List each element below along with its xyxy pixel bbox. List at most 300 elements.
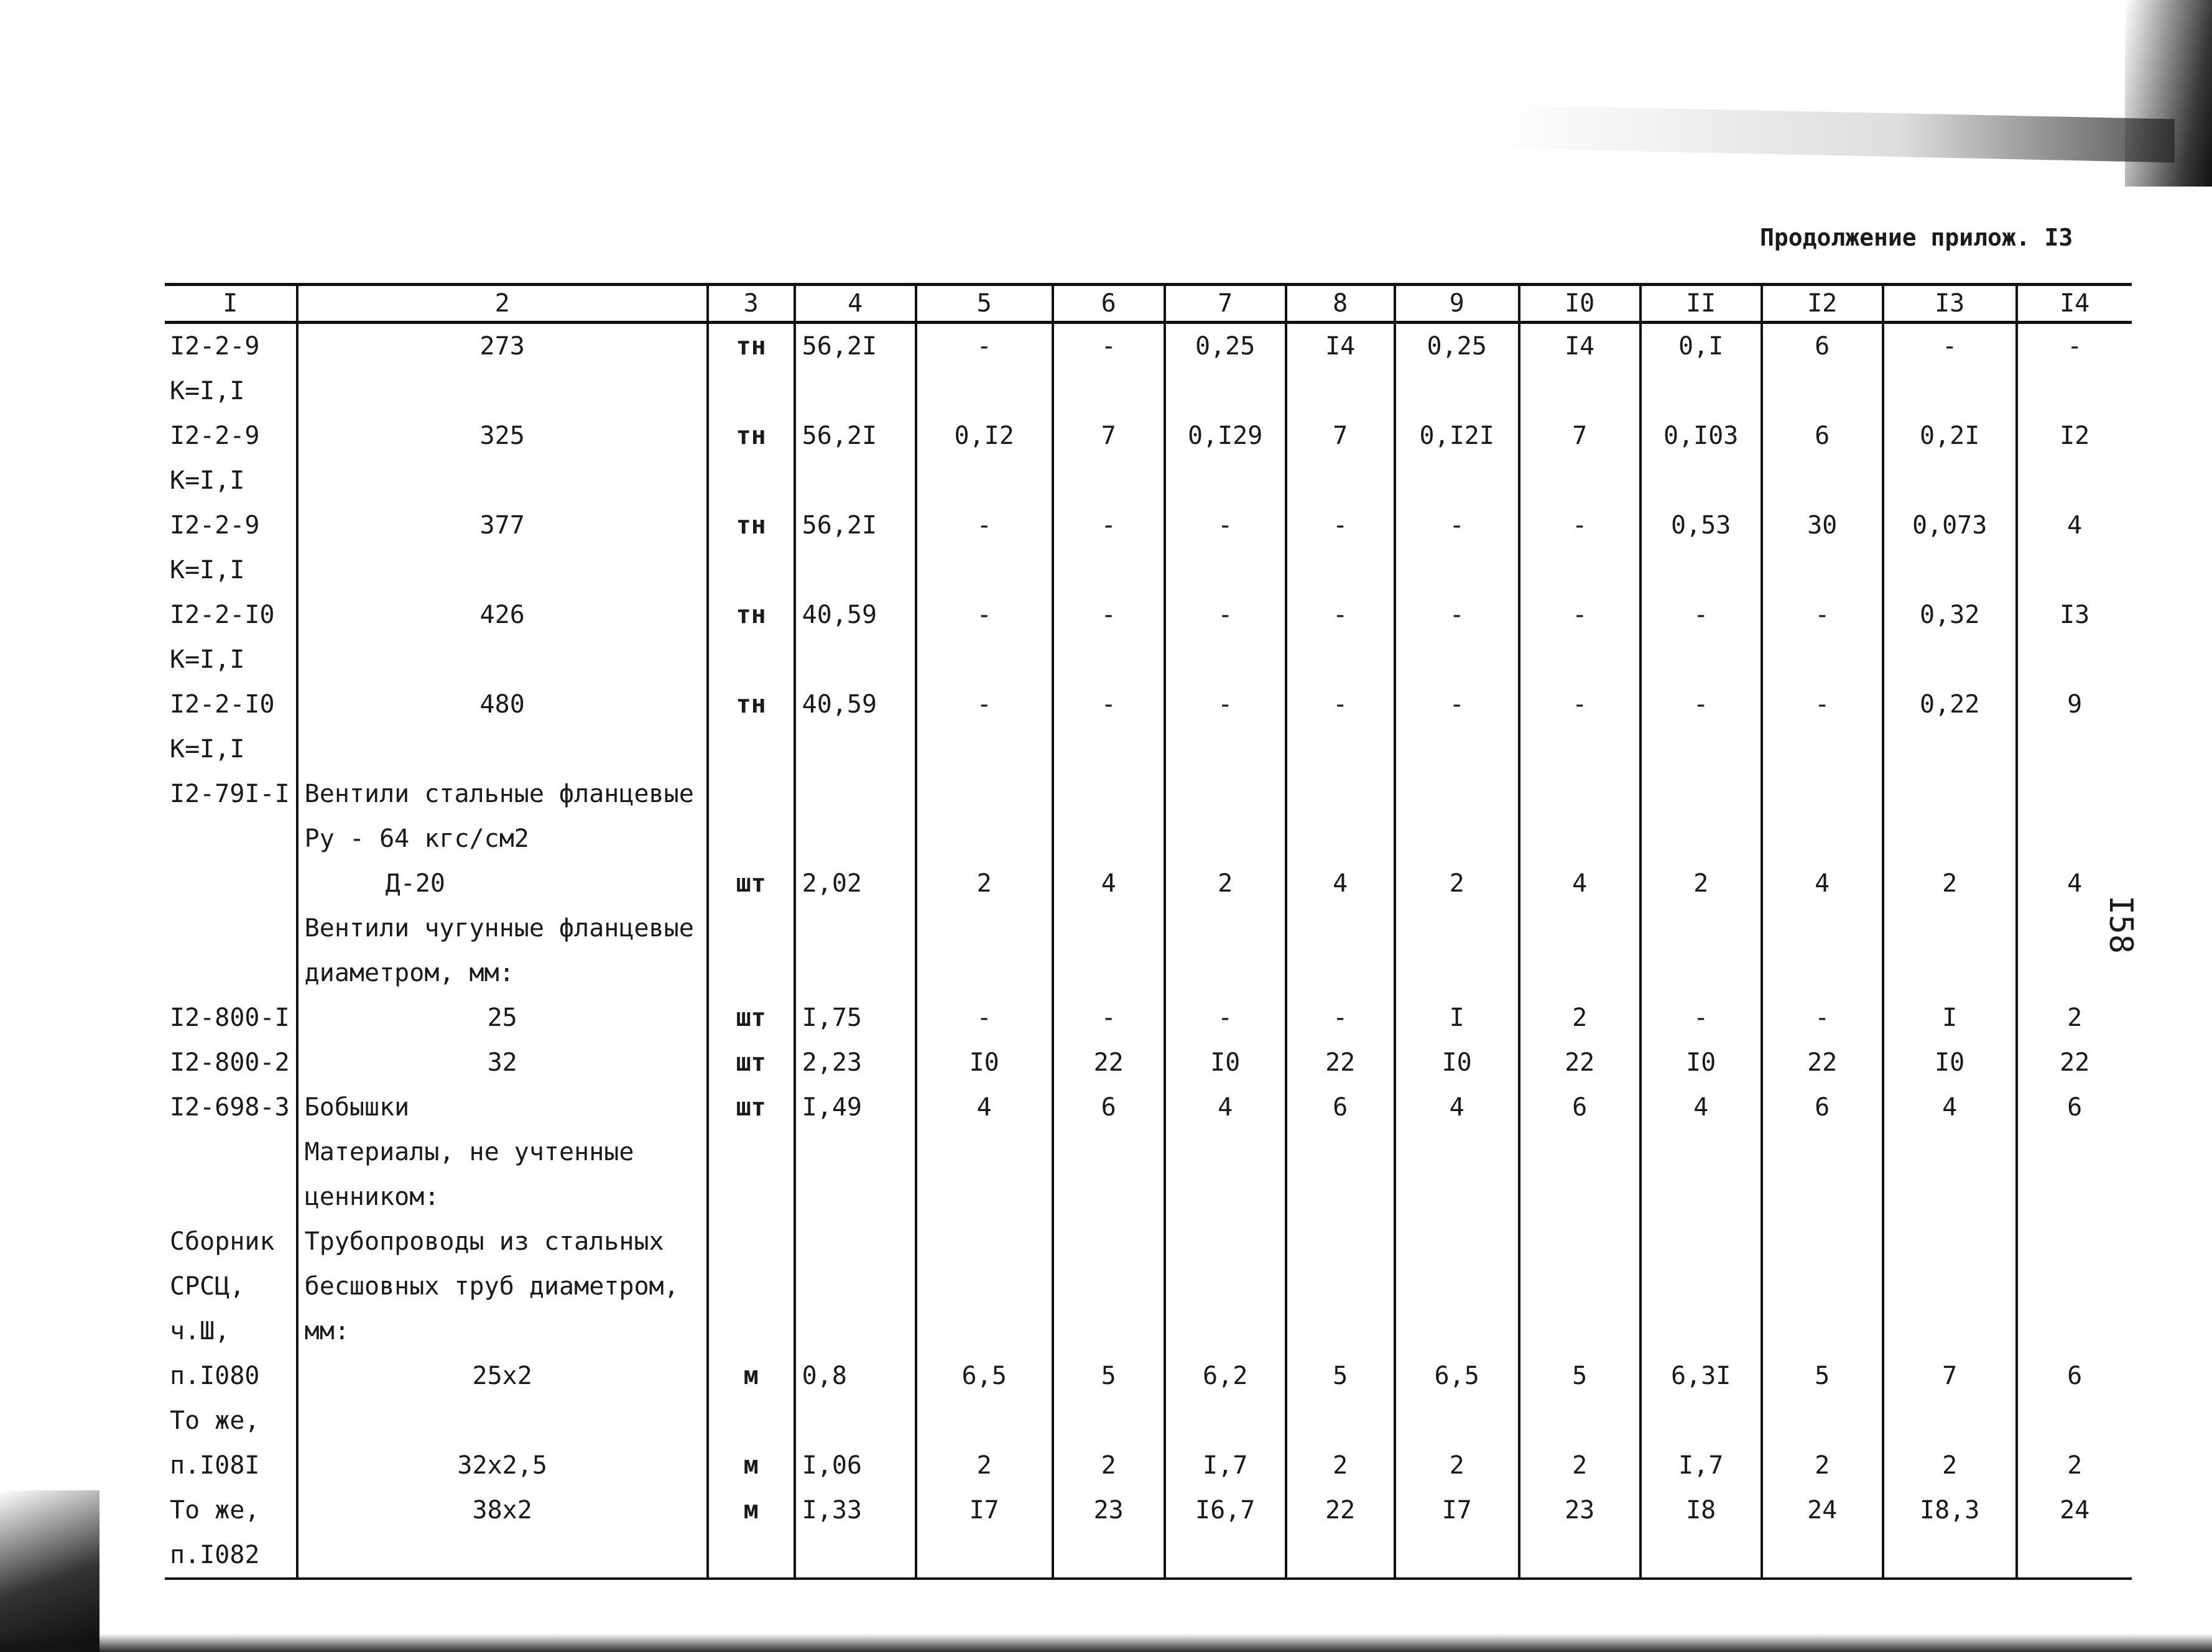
cell-value: 4 (1286, 861, 1395, 906)
cell-value (1762, 1130, 1883, 1174)
cell-unit (708, 772, 795, 816)
cell-value: 4 (916, 1085, 1053, 1130)
cell-value (916, 637, 1053, 682)
cell-price (795, 1219, 916, 1264)
cell-value (1762, 548, 1883, 593)
cell-value: 5 (1286, 1354, 1395, 1398)
cell-unit (708, 906, 795, 951)
cell-value: 6,3I (1640, 1354, 1762, 1398)
cell-value (1519, 369, 1640, 413)
cell-unit (708, 1264, 795, 1309)
cell-value (1286, 816, 1395, 861)
cell-value: 0,I (1640, 323, 1762, 369)
cell-code (165, 816, 297, 861)
cell-value: 6 (1762, 413, 1883, 458)
cell-value: 5 (1762, 1354, 1883, 1398)
cell-value: 2 (1762, 1443, 1883, 1488)
column-header: 2 (297, 285, 708, 323)
cell-code: I2-2-I0 (170, 601, 275, 629)
cell-value (916, 1309, 1053, 1354)
cell-price: 0,8 (795, 1354, 916, 1398)
table-row (165, 1443, 2132, 1488)
cell-unit (708, 1130, 795, 1174)
cell-price (795, 1398, 916, 1443)
cell-value: 6,5 (1395, 1354, 1519, 1398)
cell-value (1286, 772, 1395, 816)
cell-value (916, 906, 1053, 951)
cell-value: 2 (1286, 1443, 1395, 1488)
table-row (165, 369, 2132, 413)
cell-value: - (1762, 682, 1883, 727)
cell-name: 426 (297, 593, 708, 637)
cell-price (795, 1309, 916, 1354)
cell-price: 56,2I (795, 413, 916, 458)
table-row (165, 906, 2132, 951)
cell-value (2017, 1264, 2132, 1309)
cell-price: I,75 (795, 995, 916, 1040)
cell-value (1395, 458, 1519, 503)
cell-unit (708, 1309, 795, 1354)
cell-name: Трубопроводы из стальных (297, 1219, 708, 1264)
cell-unit: шт (708, 861, 795, 906)
cell-name: Вентили стальные фланцевые (297, 772, 708, 816)
cell-name (297, 1398, 708, 1443)
cell-value: 22 (1286, 1040, 1395, 1085)
cell-value: I6,7 (1165, 1488, 1286, 1533)
cell-value: - (1762, 995, 1883, 1040)
cell-code: I2-800-2 (170, 1048, 290, 1077)
cell-value: - (916, 323, 1053, 369)
table-row (165, 323, 2132, 369)
cell-value (1762, 1398, 1883, 1443)
cell-value: 7 (1883, 1354, 2017, 1398)
scan-shadow-bottom-left (0, 1490, 99, 1652)
cell-value: - (1165, 503, 1286, 548)
cell-value (1165, 906, 1286, 951)
cell-code (165, 906, 297, 951)
cell-value (916, 548, 1053, 593)
cell-value: 2 (1165, 861, 1286, 906)
cell-value: I7 (916, 1488, 1053, 1533)
cell-value: 0,I03 (1640, 413, 1762, 458)
cell-value: - (1165, 995, 1286, 1040)
cell-value: 6 (1519, 1085, 1640, 1130)
cell-value: - (1640, 995, 1762, 1040)
cell-code: K=I,I (170, 645, 245, 674)
cell-value (1883, 1533, 2017, 1579)
cell-price: 56,2I (795, 503, 916, 548)
cell-value: 4 (1395, 1085, 1519, 1130)
cell-unit (708, 951, 795, 995)
cell-value (1053, 816, 1165, 861)
cell-value (1640, 951, 1762, 995)
cell-value: 2 (2017, 1443, 2132, 1488)
cell-unit: тн (708, 413, 795, 458)
cell-unit: м (708, 1443, 795, 1488)
cell-value (1762, 1219, 1883, 1264)
cell-value (1165, 1174, 1286, 1219)
cell-value (1762, 727, 1883, 772)
cell-value (1053, 1309, 1165, 1354)
cell-value (1883, 1174, 2017, 1219)
cell-value (2017, 548, 2132, 593)
cell-value: - (1762, 593, 1883, 637)
cell-price (795, 816, 916, 861)
cell-price: I,49 (795, 1085, 916, 1130)
cell-value (1762, 1309, 1883, 1354)
cell-value (1519, 816, 1640, 861)
cell-code: I2-800-I (170, 1004, 290, 1032)
cell-value (1053, 369, 1165, 413)
cell-value (1395, 1533, 1519, 1579)
cell-price (795, 951, 916, 995)
cell-value (1519, 951, 1640, 995)
cell-value: 24 (1762, 1488, 1883, 1533)
cell-value: 6 (1762, 323, 1883, 369)
column-header: I0 (1519, 285, 1640, 323)
cell-value (1762, 369, 1883, 413)
cell-value: - (1395, 593, 1519, 637)
cell-value (2017, 1309, 2132, 1354)
cell-value: I0 (1883, 1040, 2017, 1085)
cell-value (1286, 369, 1395, 413)
cell-code (165, 861, 297, 906)
cell-value: 4 (1053, 861, 1165, 906)
cell-name: 25x2 (297, 1354, 708, 1398)
cell-code: K=I,I (170, 466, 245, 495)
cell-value: 24 (2017, 1488, 2132, 1533)
table-row (165, 548, 2132, 593)
cell-value (2017, 727, 2132, 772)
cell-value: - (1053, 682, 1165, 727)
cell-value (1286, 1533, 1395, 1579)
materials-table (165, 283, 2132, 1580)
cell-unit: тн (708, 593, 795, 637)
cell-value (1053, 637, 1165, 682)
cell-value (1165, 1398, 1286, 1443)
cell-value (1395, 548, 1519, 593)
cell-value (1286, 637, 1395, 682)
scan-shadow-bottom (0, 1633, 2212, 1652)
cell-value (916, 727, 1053, 772)
cell-value: 22 (2017, 1040, 2132, 1085)
cell-value: - (1519, 593, 1640, 637)
cell-value: 6 (1762, 1085, 1883, 1130)
cell-value: 0,I2 (916, 413, 1053, 458)
table-row (165, 593, 2132, 637)
cell-value (916, 1219, 1053, 1264)
cell-value: - (1395, 503, 1519, 548)
cell-unit: шт (708, 1085, 795, 1130)
cell-value (1519, 1264, 1640, 1309)
cell-value (1640, 1130, 1762, 1174)
cell-value (2017, 637, 2132, 682)
cell-value: I4 (1519, 323, 1640, 369)
cell-value: I8,3 (1883, 1488, 2017, 1533)
cell-value (1165, 1264, 1286, 1309)
cell-value (1395, 772, 1519, 816)
cell-value (1165, 816, 1286, 861)
cell-price (795, 906, 916, 951)
table-row (165, 503, 2132, 548)
cell-name (297, 458, 708, 503)
cell-value (1395, 906, 1519, 951)
table-row (165, 682, 2132, 727)
cell-value: 30 (1762, 503, 1883, 548)
cell-value: 22 (1053, 1040, 1165, 1085)
cell-value: 23 (1053, 1488, 1165, 1533)
cell-value (1053, 1130, 1165, 1174)
cell-value (1165, 1130, 1286, 1174)
cell-value (1286, 906, 1395, 951)
cell-name (297, 548, 708, 593)
cell-value (1519, 1398, 1640, 1443)
cell-code: Сборник (170, 1227, 275, 1256)
cell-value: 22 (1286, 1488, 1395, 1533)
cell-unit: шт (708, 1040, 795, 1085)
cell-value: 9 (2017, 682, 2132, 727)
cell-value (1519, 1174, 1640, 1219)
cell-unit (708, 1398, 795, 1443)
cell-unit (708, 1174, 795, 1219)
cell-name: 273 (297, 323, 708, 369)
cell-value: 0,2I (1883, 413, 2017, 458)
continuation-note: Продолжение прилож. I3 (1760, 224, 2073, 251)
cell-value (916, 772, 1053, 816)
cell-value: I7 (1395, 1488, 1519, 1533)
cell-value: 0,I29 (1165, 413, 1286, 458)
table-row (165, 772, 2132, 816)
cell-value (1883, 906, 2017, 951)
cell-value (1286, 548, 1395, 593)
cell-unit: м (708, 1488, 795, 1533)
cell-code: I2-2-9 (170, 511, 260, 540)
cell-value (916, 1398, 1053, 1443)
cell-price: 40,59 (795, 682, 916, 727)
cell-value: 6 (2017, 1085, 2132, 1130)
table-row (165, 1040, 2132, 1085)
column-header: 9 (1395, 285, 1519, 323)
column-header: 8 (1286, 285, 1395, 323)
cell-value: 0,53 (1640, 503, 1762, 548)
cell-price (795, 458, 916, 503)
table-row (165, 1085, 2132, 1130)
cell-code: I2-2-I0 (170, 690, 275, 719)
cell-value (1640, 369, 1762, 413)
table-row (165, 413, 2132, 458)
cell-value: - (1053, 503, 1165, 548)
cell-value: 6,2 (1165, 1354, 1286, 1398)
cell-value: 2 (916, 861, 1053, 906)
cell-value (1053, 1264, 1165, 1309)
cell-value (1519, 1219, 1640, 1264)
column-header: I2 (1762, 285, 1883, 323)
cell-value (916, 951, 1053, 995)
cell-name: ценником: (297, 1174, 708, 1219)
table-body (165, 323, 2132, 1579)
cell-value (1640, 1174, 1762, 1219)
cell-unit (708, 458, 795, 503)
cell-value (1395, 1264, 1519, 1309)
cell-value (1640, 906, 1762, 951)
cell-value (1762, 1174, 1883, 1219)
cell-value: 2 (1519, 1443, 1640, 1488)
cell-price: I,06 (795, 1443, 916, 1488)
page-number: I58 (2102, 895, 2139, 954)
table-row (165, 951, 2132, 995)
cell-value (1395, 1309, 1519, 1354)
cell-value (1883, 727, 2017, 772)
cell-price (795, 369, 916, 413)
cell-value: 4 (1165, 1085, 1286, 1130)
cell-value (1286, 1219, 1395, 1264)
cell-value: 2 (1395, 861, 1519, 906)
cell-value: 6,5 (916, 1354, 1053, 1398)
column-header: 4 (795, 285, 916, 323)
cell-value: - (916, 995, 1053, 1040)
scan-smudge-top (1491, 104, 2175, 162)
cell-name: Д-20 (297, 861, 708, 906)
cell-value (1053, 1174, 1165, 1219)
cell-unit: тн (708, 682, 795, 727)
cell-value (916, 1533, 1053, 1579)
cell-value: I0 (1640, 1040, 1762, 1085)
cell-name (297, 727, 708, 772)
cell-price: 56,2I (795, 323, 916, 369)
cell-value: - (1883, 323, 2017, 369)
cell-price (795, 772, 916, 816)
cell-value: - (1286, 995, 1395, 1040)
cell-price (795, 1174, 916, 1219)
cell-value: - (1286, 503, 1395, 548)
column-header: I (165, 285, 297, 323)
column-header: I4 (2017, 285, 2132, 323)
cell-value (1395, 1398, 1519, 1443)
cell-value: 6 (1286, 1085, 1395, 1130)
cell-value: - (916, 593, 1053, 637)
cell-name: диаметром, мм: (297, 951, 708, 995)
cell-value (1762, 772, 1883, 816)
cell-value: 0,25 (1395, 323, 1519, 369)
cell-value: - (1053, 323, 1165, 369)
cell-value (2017, 1130, 2132, 1174)
cell-value: - (1165, 593, 1286, 637)
cell-price (795, 548, 916, 593)
column-header: 5 (916, 285, 1053, 323)
cell-unit (708, 816, 795, 861)
cell-name: 480 (297, 682, 708, 727)
table-row (165, 1264, 2132, 1309)
cell-value: 0,22 (1883, 682, 2017, 727)
cell-value (1762, 637, 1883, 682)
cell-value (2017, 772, 2132, 816)
cell-value: I4 (1286, 323, 1395, 369)
cell-value (2017, 1398, 2132, 1443)
cell-code: п.I08I (170, 1451, 260, 1480)
cell-value: 0,25 (1165, 323, 1286, 369)
cell-value: I8 (1640, 1488, 1762, 1533)
cell-value: 23 (1519, 1488, 1640, 1533)
cell-price: I,33 (795, 1488, 916, 1533)
cell-value (1165, 1533, 1286, 1579)
table-row (165, 1130, 2132, 1174)
cell-value: 2 (1640, 861, 1762, 906)
cell-value: 7 (1519, 413, 1640, 458)
cell-value (1286, 458, 1395, 503)
cell-value (1053, 906, 1165, 951)
cell-name: 32 (297, 1040, 708, 1085)
cell-value: 2 (1395, 1443, 1519, 1488)
cell-value (1286, 1309, 1395, 1354)
cell-name: 32x2,5 (297, 1443, 708, 1488)
cell-value: 6 (1053, 1085, 1165, 1130)
cell-value (1165, 1219, 1286, 1264)
cell-value (1053, 1398, 1165, 1443)
cell-value: 0,I2I (1395, 413, 1519, 458)
cell-value (2017, 951, 2132, 995)
cell-value (1762, 458, 1883, 503)
cell-value: 22 (1519, 1040, 1640, 1085)
cell-value (1165, 548, 1286, 593)
cell-value: 2 (1883, 861, 2017, 906)
cell-value (1395, 951, 1519, 995)
cell-value (1395, 1130, 1519, 1174)
cell-value: 2 (1883, 1443, 2017, 1488)
cell-value (1762, 1264, 1883, 1309)
cell-value (2017, 1219, 2132, 1264)
cell-unit: тн (708, 503, 795, 548)
cell-value (1053, 772, 1165, 816)
column-header: I3 (1883, 285, 2017, 323)
cell-value (1883, 548, 2017, 593)
cell-value (1395, 727, 1519, 772)
cell-value (1640, 1264, 1762, 1309)
cell-value (1640, 1398, 1762, 1443)
cell-value (1395, 816, 1519, 861)
cell-value (2017, 1174, 2132, 1219)
cell-value: I (1883, 995, 2017, 1040)
cell-value: - (1519, 503, 1640, 548)
cell-name: 38x2 (297, 1488, 708, 1533)
cell-value (1883, 1130, 2017, 1174)
cell-value (1883, 772, 2017, 816)
cell-value (1053, 458, 1165, 503)
cell-value: I3 (2017, 593, 2132, 637)
cell-name: Бобышки (297, 1085, 708, 1130)
cell-value (1165, 458, 1286, 503)
cell-value (1640, 1533, 1762, 1579)
cell-value (1762, 951, 1883, 995)
cell-name (297, 637, 708, 682)
table-row (165, 1488, 2132, 1533)
table-row (165, 1398, 2132, 1443)
cell-value: - (1640, 682, 1762, 727)
cell-value: I0 (916, 1040, 1053, 1085)
cell-value (2017, 369, 2132, 413)
cell-value: - (2017, 323, 2132, 369)
cell-value: 5 (1053, 1354, 1165, 1398)
cell-value (1640, 816, 1762, 861)
cell-value: I,7 (1640, 1443, 1762, 1488)
cell-unit (708, 1219, 795, 1264)
cell-code: K=I,I (170, 556, 245, 584)
cell-value: 4 (1640, 1085, 1762, 1130)
cell-name: Ру - 64 кгс/см2 (297, 816, 708, 861)
cell-value (1762, 816, 1883, 861)
cell-value (1165, 951, 1286, 995)
cell-value (1519, 906, 1640, 951)
cell-value (1395, 637, 1519, 682)
